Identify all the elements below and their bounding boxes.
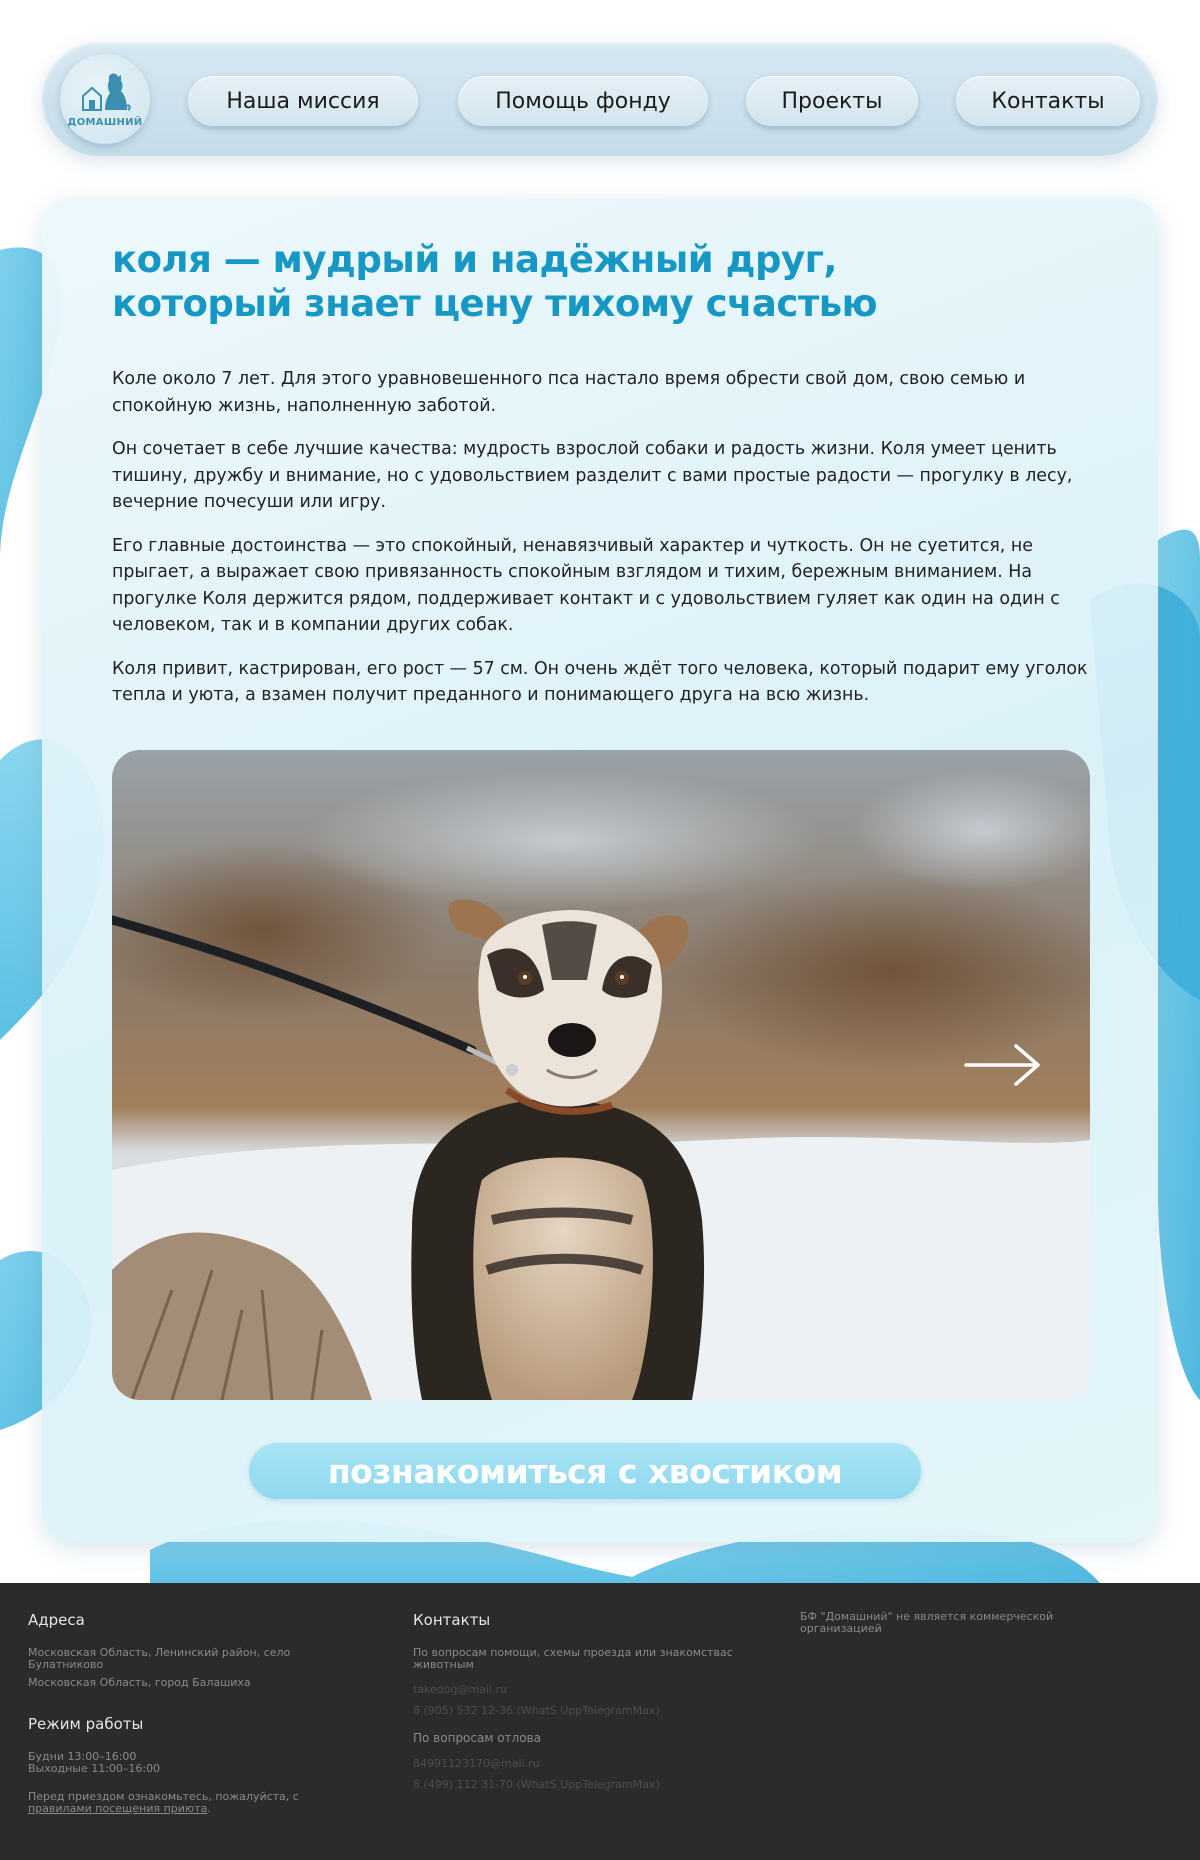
catch-email-link[interactable]: 84991123170@mail.ru — [413, 1757, 540, 1770]
description-paragraph-1: Коле около 7 лет. Для этого уравновешенного пса настало время обрести свой дом, свою семью и спокойную жизнь, наполненную заботой. — [112, 369, 1026, 416]
visit-rules-link[interactable]: правилами посещения приюта — [28, 1802, 208, 1815]
catch-caption: По вопросам отлова — [413, 1731, 541, 1745]
dog-photo — [112, 750, 1090, 1400]
footer-contacts-column — [413, 1611, 753, 1799]
help-phone-link[interactable]: 8 (905) 532 12-36 (WhatS UppTelegramMax) — [413, 1704, 660, 1717]
description-paragraph-3: Его главные достоинства — это спокойный, ненавязчивый характер и чуткость. Он не суетится, не прыгает, а выражает свою привязанность спокойным взглядом и тихим, бережным вниманием. На прогулке Коля держится рядом, поддерживает контакт и с удовольствием гуляет как один на один с человеком, так и в компании других собак. — [112, 535, 1060, 635]
logo-text: ДОМАШНИЙ — [67, 117, 143, 128]
dog-house-icon — [79, 70, 131, 116]
pet-title: коля — мудрый и надёжный друг, который знает цену тихому счастью — [112, 238, 878, 325]
schedule-weekdays: Будни 13:00–16:00 — [28, 1750, 137, 1763]
pet-card — [42, 198, 1158, 1542]
description-paragraph-4: Коля привит, кастрирован, его рост — 57 см. Он очень ждёт того человека, который подарит ему уголок тепла и уюта, а взамен получит преданного и понимающего друга на всю жизнь. — [112, 658, 1088, 705]
catch-phone-link[interactable]: 8 (499) 112 31-70 (WhatS UppTelegramMax) — [413, 1778, 660, 1791]
address-line-2: Московская Область, город Балашиха — [28, 1676, 251, 1689]
nav-contacts-button[interactable]: Контакты — [956, 76, 1140, 126]
visit-rules-suffix: . — [207, 1802, 211, 1815]
footer-disclaimer-column — [800, 1611, 1130, 1635]
meet-pet-button[interactable]: познакомиться с хвостиком — [249, 1443, 921, 1499]
nav-help-fund-button[interactable]: Помощь фонду — [458, 76, 708, 126]
schedule-heading: Режим работы — [28, 1715, 144, 1733]
contacts-heading: Контакты — [413, 1611, 491, 1629]
nav-projects-button[interactable]: Проекты — [746, 76, 918, 126]
footer — [0, 1583, 1200, 1860]
schedule-weekends: Выходные 11:00–16:00 — [28, 1762, 161, 1775]
address-line-1: Московская Область, Ленинский район, село Булатниково — [28, 1646, 291, 1671]
help-email-link[interactable]: takedog@mail.ru — [413, 1683, 508, 1696]
addresses-heading: Адреса — [28, 1611, 85, 1629]
visit-rules-note — [28, 1791, 358, 1815]
visit-rules-prefix: Перед приездом ознакомьтесь, пожалуйста, с — [28, 1790, 299, 1803]
help-caption: По вопросам помощи, схемы проезда или знакомствас животным — [413, 1646, 733, 1671]
gallery-next-button[interactable] — [962, 1040, 1042, 1090]
description-paragraph-2: Он сочетает в себе лучшие качества: мудрость взрослой собаки и радость жизни. Коля умеет ценить тишину, дружбу и внимание, но с удовольствием разделит с вами простые радости — прогулку в лесу, вечерние почесуши или игру. — [112, 439, 1073, 512]
main-navigation — [42, 42, 1158, 156]
non-commercial-disclaimer: БФ "Домашний" не является коммерческой организацией — [800, 1610, 1054, 1635]
arrow-right-icon — [962, 1040, 1042, 1090]
footer-addresses-column — [28, 1611, 358, 1815]
pet-description — [112, 366, 1102, 726]
nav-mission-button[interactable]: Наша миссия — [188, 76, 418, 126]
pet-photo-gallery — [112, 750, 1090, 1400]
logo[interactable] — [60, 54, 150, 144]
